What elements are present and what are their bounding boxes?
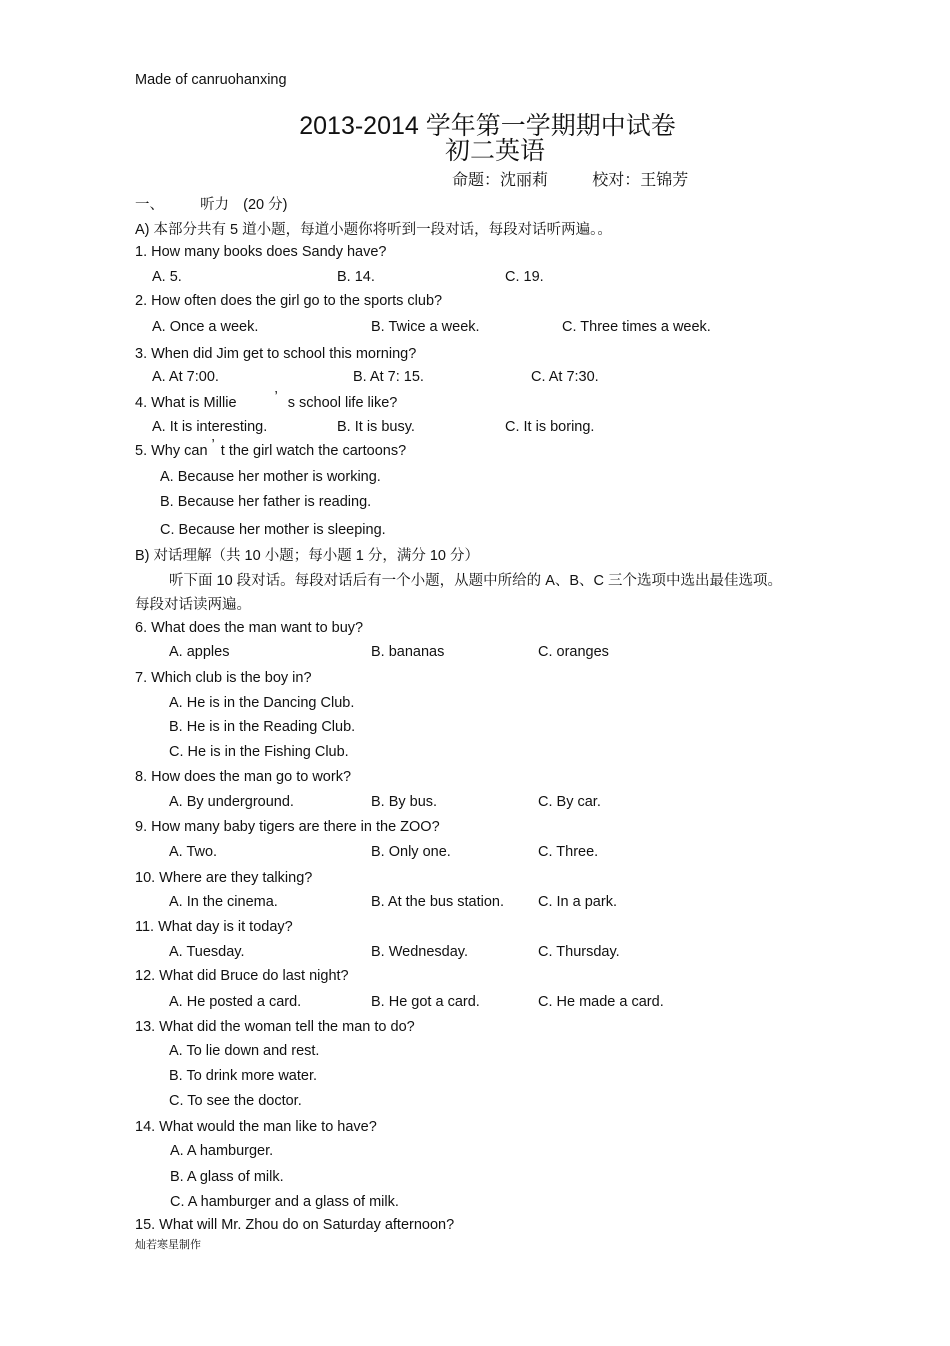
header-note: Made of canruohanxing: [135, 72, 287, 88]
part-b-instructions-cont: 每段对话读两遍。: [135, 597, 251, 613]
q14-option-a: A. A hamburger.: [170, 1143, 274, 1159]
q11-option-b: B. Wednesday.: [371, 944, 468, 960]
q1-option-a: A. 5.: [152, 269, 182, 285]
q1-option-b: B. 14.: [337, 269, 375, 285]
section-heading: [135, 193, 287, 214]
q5-option-b: B. Because her father is reading.: [160, 494, 372, 510]
q14-option-c: C. A hamburger and a glass of milk.: [170, 1194, 399, 1210]
q6-option-a: A. apples: [169, 644, 230, 660]
part-b-intro: B) 对话理解（共 10 小题；每小题 1 分，满分 10 分）: [135, 548, 480, 564]
q5-text-start: 5. Why can: [135, 443, 208, 459]
section-points: (20 分): [243, 197, 288, 213]
q8-option-b: B. By bus.: [371, 794, 438, 810]
q4-option-b: B. It is busy.: [337, 419, 415, 435]
page-subtitle: 初二英语: [444, 137, 545, 165]
proof-label: 校对：: [592, 170, 641, 189]
q9-option-b: B. Only one.: [371, 844, 451, 860]
question-4: [135, 389, 398, 411]
q7-option-a: A. He is in the Dancing Club.: [169, 695, 355, 711]
q11-option-c: C. Thursday.: [538, 944, 620, 960]
question-14: 14. What would the man like to have?: [135, 1119, 377, 1135]
q13-option-b: B. To drink more water.: [169, 1068, 318, 1084]
q4-apostrophe: ’: [274, 389, 278, 405]
q1-option-c: C. 19.: [505, 269, 544, 285]
q7-option-c: C. He is in the Fishing Club.: [169, 744, 349, 760]
q5-text-end: t the girl watch the cartoons?: [220, 443, 407, 459]
q13-option-a: A. To lie down and rest.: [169, 1043, 320, 1059]
question-3: 3. When did Jim get to school this morning?: [135, 346, 417, 362]
q10-option-c: C. In a park.: [538, 894, 617, 910]
q11-option-a: A. Tuesday.: [169, 944, 245, 960]
q10-option-a: A. In the cinema.: [169, 894, 278, 910]
q8-option-c: C. By car.: [538, 794, 601, 810]
q7-option-b: B. He is in the Reading Club.: [169, 719, 356, 735]
q3-option-a: A. At 7:00.: [152, 369, 219, 385]
question-15: 15. What will Mr. Zhou do on Saturday afternoon?: [135, 1217, 455, 1233]
proof-name: 王锦芳: [640, 170, 689, 189]
section-title: 听力: [200, 197, 230, 213]
q12-option-b: B. He got a card.: [371, 994, 480, 1010]
q4-text-start: 4. What is Millie: [135, 395, 237, 411]
q12-option-a: A. He posted a card.: [169, 994, 302, 1010]
question-9: 9. How many baby tigers are there in the ZOO?: [135, 819, 440, 835]
q9-option-c: C. Three.: [538, 844, 599, 860]
page-title: 2013-2014 学年第一学期期中试卷: [299, 112, 676, 140]
q2-option-b: B. Twice a week.: [371, 319, 480, 335]
q3-option-c: C. At 7:30.: [531, 369, 599, 385]
question-12: 12. What did Bruce do last night?: [135, 968, 349, 984]
q14-option-b: B. A glass of milk.: [170, 1169, 284, 1185]
author-name: 沈丽莉: [500, 170, 549, 189]
q12-option-c: C. He made a card.: [538, 994, 664, 1010]
q10-option-b: B. At the bus station.: [371, 894, 504, 910]
question-5: [135, 437, 407, 459]
section-number: 一、: [135, 197, 164, 213]
q5-option-c: C. Because her mother is sleeping.: [160, 522, 386, 538]
q5-option-a: A. Because her mother is working.: [160, 469, 381, 485]
q9-option-a: A. Two.: [169, 844, 218, 860]
question-6: 6. What does the man want to buy?: [135, 620, 364, 636]
part-b-instructions: 听下面 10 段对话。每段对话后有一个小题，从题中所给的 A、B、C 三个选项中选出最佳选项。: [169, 573, 783, 589]
q3-option-b: B. At 7: 15.: [353, 369, 424, 385]
q2-option-c: C. Three times a week.: [562, 319, 711, 335]
q4-text-end: s school life like?: [287, 395, 398, 411]
question-13: 13. What did the woman tell the man to do?: [135, 1019, 415, 1035]
question-8: 8. How does the man go to work?: [135, 769, 352, 785]
part-a-intro: A) 本部分共有 5 道小题，每道小题你将听到一段对话，每段对话听两遍。。: [135, 222, 612, 238]
author-label: 命题：: [452, 170, 501, 189]
q2-option-a: A. Once a week.: [152, 319, 259, 335]
q5-apostrophe: ’: [211, 437, 215, 453]
q6-option-b: B. bananas: [371, 644, 445, 660]
q6-option-c: C. oranges: [538, 644, 609, 660]
question-2: 2. How often does the girl go to the sports club?: [135, 293, 443, 309]
question-11: 11. What day is it today?: [135, 919, 293, 935]
page-footer: 灿若寒星制作: [135, 1238, 201, 1251]
question-1: 1. How many books does Sandy have?: [135, 244, 387, 260]
credits: [452, 167, 688, 190]
q4-option-a: A. It is interesting.: [152, 419, 268, 435]
question-7: 7. Which club is the boy in?: [135, 670, 312, 686]
q8-option-a: A. By underground.: [169, 794, 294, 810]
q13-option-c: C. To see the doctor.: [169, 1093, 302, 1109]
q4-option-c: C. It is boring.: [505, 419, 595, 435]
question-10: 10. Where are they talking?: [135, 870, 313, 886]
